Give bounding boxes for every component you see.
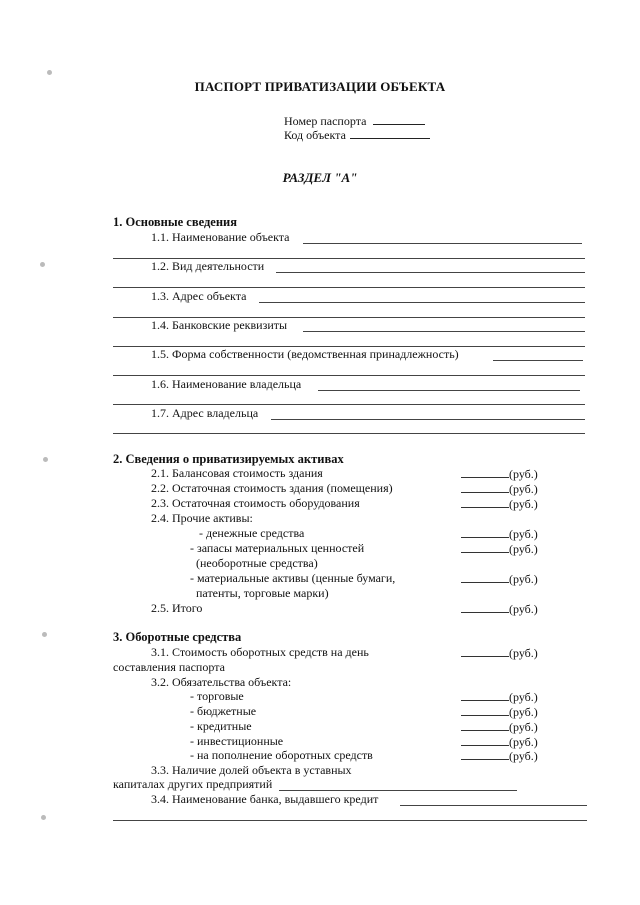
item-1-7-label: 1.7. Адрес владельца	[151, 406, 259, 420]
item-3-2-trade-amount[interactable]	[461, 689, 538, 705]
item-2-1-field[interactable]	[461, 466, 509, 478]
item-2-4-inventory-field[interactable]	[461, 541, 509, 553]
section-3-heading: 3. Оборотные средства	[113, 630, 242, 644]
item-1-4-field[interactable]	[303, 331, 585, 332]
item-3-2-trade-field[interactable]	[461, 689, 509, 701]
item-2-4-label: 2.4. Прочие активы:	[151, 511, 253, 525]
unit-label: (руб.)	[509, 572, 538, 586]
item-2-4-inventory-amount[interactable]	[461, 541, 538, 557]
item-2-4-cash-amount[interactable]	[461, 526, 538, 542]
item-2-4-tangible-label: - материальные активы (ценные бумаги,	[190, 571, 396, 585]
item-3-2-label: 3.2. Обязательства объекта:	[151, 675, 292, 689]
item-1-5-label: 1.5. Форма собственности (ведомственная принадлежность)	[151, 347, 459, 361]
item-3-4-field-continuation[interactable]	[113, 820, 587, 821]
item-2-3-amount[interactable]	[461, 496, 538, 512]
item-2-4-tangible-field[interactable]	[461, 571, 509, 583]
unit-label: (руб.)	[509, 646, 538, 660]
item-3-3-field[interactable]	[279, 790, 517, 791]
item-1-1-field[interactable]	[303, 243, 582, 244]
item-2-1-amount[interactable]	[461, 466, 538, 482]
item-1-3-label: 1.3. Адрес объекта	[151, 289, 247, 303]
scan-mark	[43, 457, 48, 462]
item-1-2-field[interactable]	[276, 272, 585, 273]
unit-label: (руб.)	[509, 527, 538, 541]
item-3-1-label-continuation: составления паспорта	[113, 660, 225, 674]
item-3-2-working-capital-label: - на пополнение оборотных средств	[190, 748, 373, 762]
scan-mark	[40, 262, 45, 267]
item-3-4-field[interactable]	[400, 805, 587, 806]
scan-mark	[42, 632, 47, 637]
item-1-6-field-continuation[interactable]	[113, 404, 585, 405]
item-3-2-investment-field[interactable]	[461, 734, 509, 746]
item-3-3-label: 3.3. Наличие долей объекта в уставных	[151, 763, 352, 777]
item-3-4-label: 3.4. Наименование банка, выдавшего кредит	[151, 792, 379, 806]
unit-label: (руб.)	[509, 482, 538, 496]
item-2-4-cash-label: - денежные средства	[199, 526, 305, 540]
item-2-2-label: 2.2. Остаточная стоимость здания (помещения)	[151, 481, 393, 495]
unit-label: (руб.)	[509, 749, 538, 763]
item-1-7-field[interactable]	[271, 419, 585, 420]
item-2-4-inventory-note: (необоротные средства)	[196, 556, 318, 570]
section-2-heading: 2. Сведения о приватизируемых активах	[113, 452, 344, 466]
section-a-heading: РАЗДЕЛ "А"	[282, 170, 358, 185]
unit-label: (руб.)	[509, 735, 538, 749]
item-3-2-trade-label: - торговые	[190, 689, 244, 703]
item-1-5-field[interactable]	[493, 360, 583, 361]
item-3-2-budget-amount[interactable]	[461, 704, 538, 720]
item-3-2-credit-amount[interactable]	[461, 719, 538, 735]
item-2-2-amount[interactable]	[461, 481, 538, 497]
section-1-heading: 1. Основные сведения	[113, 215, 238, 229]
item-1-2-field-continuation[interactable]	[113, 287, 585, 288]
unit-label: (руб.)	[509, 720, 538, 734]
item-3-2-credit-label: - кредитные	[190, 719, 252, 733]
item-3-1-amount[interactable]	[461, 645, 538, 661]
item-1-2-label: 1.2. Вид деятельности	[151, 259, 265, 273]
item-2-4-tangible-note: патенты, торговые марки)	[196, 586, 329, 600]
scan-mark	[41, 815, 46, 820]
item-2-5-field[interactable]	[461, 601, 509, 613]
item-1-5-field-continuation[interactable]	[113, 375, 585, 376]
item-2-5-amount[interactable]	[461, 601, 538, 617]
item-1-1-label: 1.1. Наименование объекта	[151, 230, 290, 244]
item-3-2-working-capital-amount[interactable]	[461, 748, 538, 764]
item-2-4-inventory-label: - запасы материальных ценностей	[190, 541, 365, 555]
unit-label: (руб.)	[509, 467, 538, 481]
item-2-4-cash-field[interactable]	[461, 526, 509, 538]
item-3-2-credit-field[interactable]	[461, 719, 509, 731]
object-code-field[interactable]	[350, 127, 430, 139]
passport-number-field[interactable]	[373, 113, 425, 125]
item-2-3-field[interactable]	[461, 496, 509, 508]
item-2-3-label: 2.3. Остаточная стоимость оборудования	[151, 496, 360, 510]
item-1-6-label: 1.6. Наименование владельца	[151, 377, 302, 391]
unit-label: (руб.)	[509, 705, 538, 719]
unit-label: (руб.)	[509, 542, 538, 556]
unit-label: (руб.)	[509, 602, 538, 616]
unit-label: (руб.)	[509, 690, 538, 704]
item-3-2-budget-label: - бюджетные	[190, 704, 257, 718]
item-3-2-budget-field[interactable]	[461, 704, 509, 716]
item-1-4-label: 1.4. Банковские реквизиты	[151, 318, 288, 332]
item-2-4-tangible-amount[interactable]	[461, 571, 538, 587]
item-3-1-label: 3.1. Стоимость оборотных средств на день	[151, 645, 369, 659]
item-2-1-label: 2.1. Балансовая стоимость здания	[151, 466, 323, 480]
item-1-3-field[interactable]	[259, 302, 585, 303]
unit-label: (руб.)	[509, 497, 538, 511]
item-3-2-investment-label: - инвестиционные	[190, 734, 284, 748]
item-2-2-field[interactable]	[461, 481, 509, 493]
item-2-5-label: 2.5. Итого	[151, 601, 203, 615]
object-code-row	[284, 127, 430, 143]
item-1-6-field[interactable]	[318, 390, 580, 391]
scan-mark	[47, 70, 52, 75]
item-3-1-field[interactable]	[461, 645, 509, 657]
item-1-7-field-continuation[interactable]	[113, 433, 585, 434]
passport-number-label: Номер паспорта	[284, 114, 367, 128]
item-3-2-working-capital-field[interactable]	[461, 748, 509, 760]
item-3-3-label-continuation: капиталах других предприятий	[113, 777, 273, 791]
document-title: ПАСПОРТ ПРИВАТИЗАЦИИ ОБЪЕКТА	[194, 79, 446, 94]
object-code-label: Код объекта	[284, 128, 346, 142]
